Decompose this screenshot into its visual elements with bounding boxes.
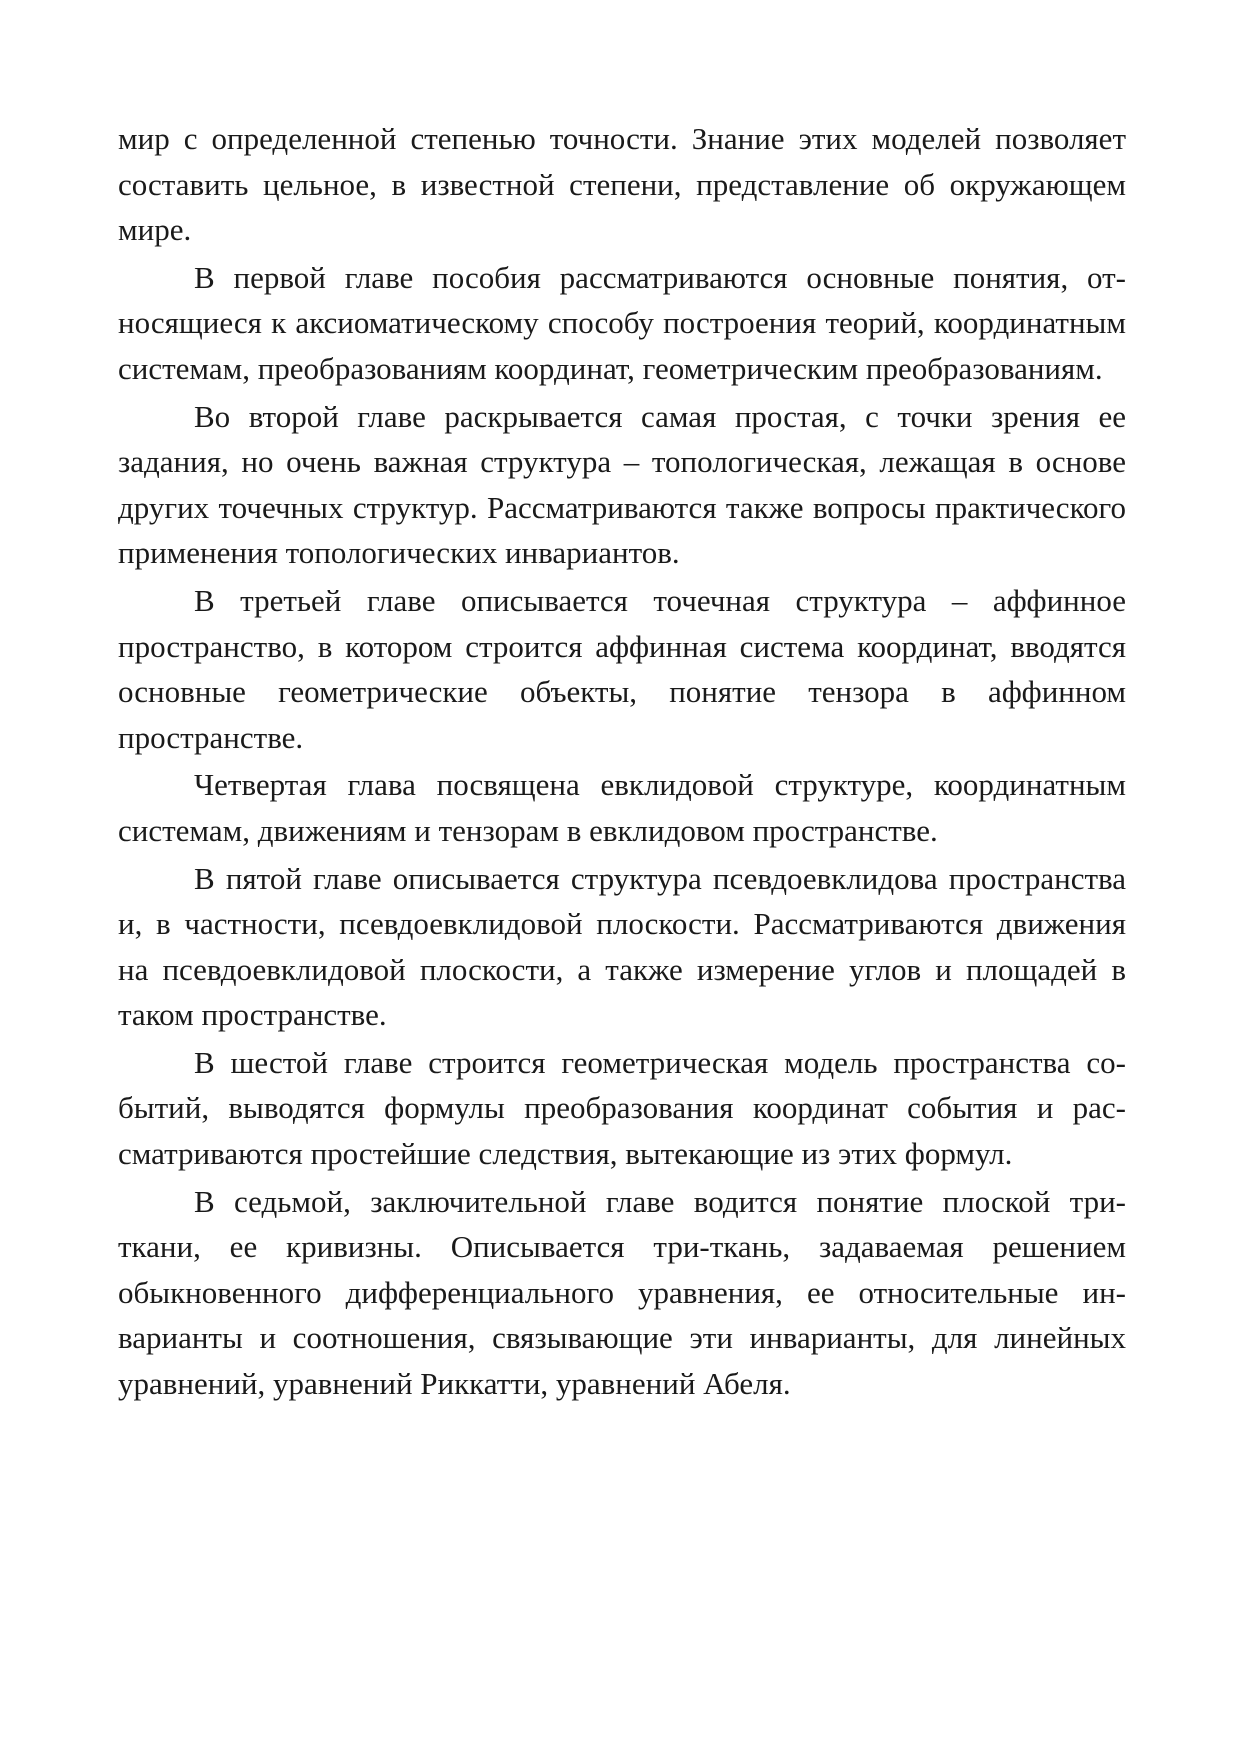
paragraph-chapter-6: В шестой главе строится геометрическая модель пространства событий, выводятся формулы преобразования координат события и рассматриваются простейшие следствия, вытекающие из этих формул. [118, 1044, 1126, 1172]
document-page [118, 116, 1126, 1407]
paragraph-chapter-4: Четвертая глава посвящена евклидовой структуре, координатным системам, движениям и тензорам в евклидовом пространстве. [118, 767, 1126, 848]
paragraph-chapter-7: В седьмой, заключительной главе водится понятие плоской три-ткани, ее кривизны. Описывается три-ткань, задаваемая решением обыкновенного дифференциального уравнения, ее относительные инварианты и соотношения, связывающие эти инварианты, для линейных уравнений, уравнений Риккатти, уравнений Абеля. [118, 1183, 1126, 1402]
paragraph-chapter-2: Во второй главе раскрывается самая простая, с точки зрения ее задания, но очень важная структура – топологическая, лежащая в основе других точечных структур. Рассматриваются также вопросы практического применения топологических инвариантов. [118, 398, 1126, 571]
paragraph-chapter-5: В пятой главе описывается структура псевдоевклидова пространства и, в частности, псевдоевклидовой плоскости. Рассматриваются движения на псевдоевклидовой плоскости, а также измерение углов и площадей в таком пространстве. [118, 860, 1126, 1033]
paragraph-chapter-3: В третьей главе описывается точечная структура – аффинное пространство, в котором строится аффинная система координат, вводятся основные геометрические объекты, понятие тензора в аффинном пространстве. [118, 582, 1126, 755]
paragraph-chapter-1: В первой главе пособия рассматриваются основные понятия, относящиеся к аксиоматическому способу построения теорий, координатным системам, преобразованиям координат, геометрическим преобразованиям. [118, 259, 1126, 386]
paragraph-intro-continuation: мир с определенной степенью точности. Знание этих моделей позволяет составить цельное, в известной степени, представление об окружающем мире. [118, 121, 1126, 248]
